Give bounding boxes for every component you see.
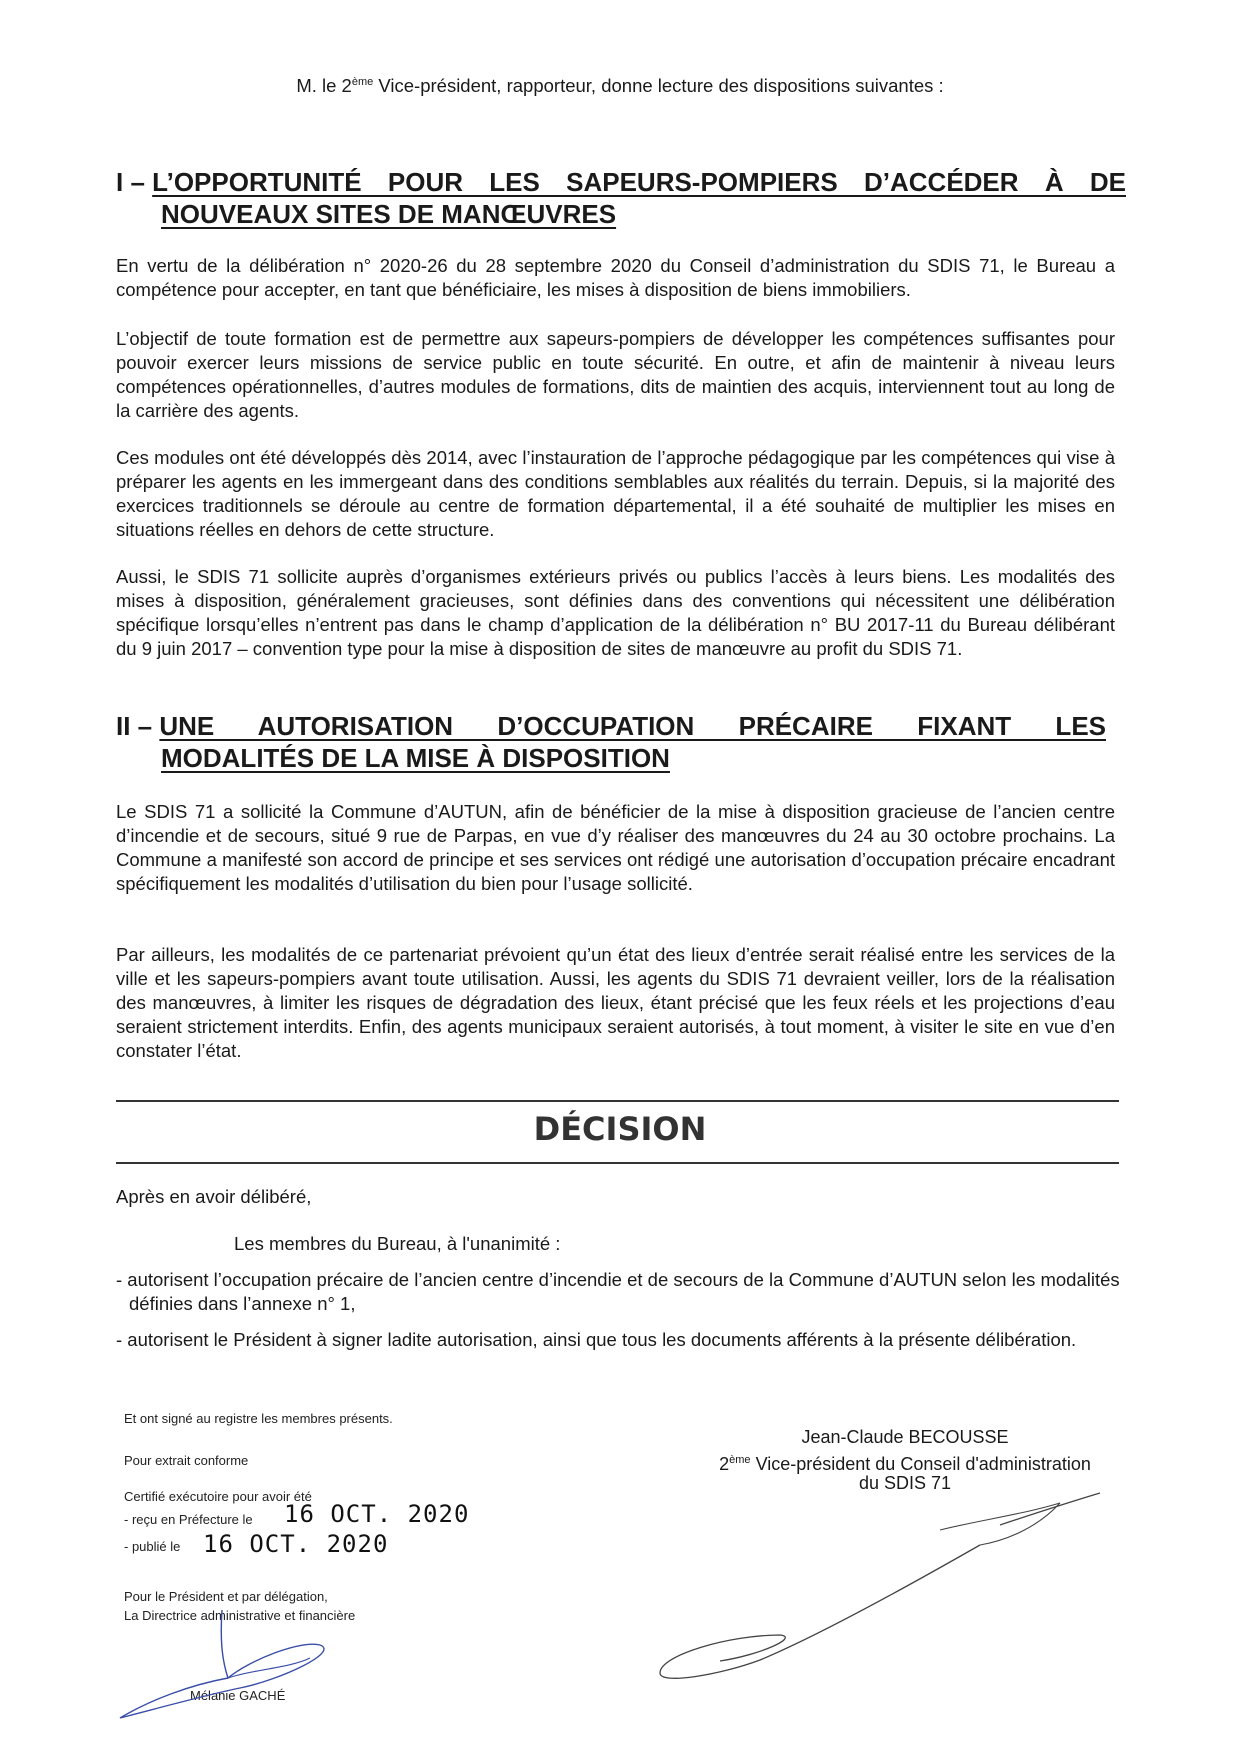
director-note: La Directrice administrative et financière <box>124 1608 356 1623</box>
paragraph-5: Le SDIS 71 a sollicité la Commune d’AUTUN, afin de bénéficier de la mise à disposition gracieuse de l’ancien centre d’incendie et de secours, situé 9 rue de Parpas, en vue d’y réaliser des manœuvres du 24 au 30 octobre prochains. La Commune a manifesté son accord de principe et ses services ont rédigé une autorisation d’occupation précaire encadrant spécifiquement les modalités d’utilisation du bien pour l’usage sollicité. <box>116 801 1115 894</box>
delegation-note: Pour le Président et par délégation, <box>124 1589 328 1604</box>
intro-text-pre: M. le 2 <box>296 75 352 96</box>
intro-text-post: Vice-président, rapporteur, donne lecture des dispositions suivantes : <box>373 75 944 96</box>
decision-top-rule <box>116 1100 1119 1102</box>
certified-note: Certifié exécutoire pour avoir été <box>124 1489 312 1504</box>
section-1-title-line2: NOUVEAUX SITES DE MANŒUVRES <box>161 199 617 229</box>
section-1-title-line1: L’OPPORTUNITÉ POUR LES SAPEURS-POMPIERS D’ACCÉDER À DE <box>152 167 1126 197</box>
decision-item-2: - autorisent le Président à signer ladite autorisation, ainsi que tous les documents afférents à la présente délibération. <box>116 1329 1077 1350</box>
extract-note: Pour extrait conforme <box>124 1453 249 1468</box>
role-pre: 2 <box>719 1454 730 1474</box>
role-sup: ème <box>729 1454 751 1466</box>
left-signature <box>110 1600 350 1730</box>
section-2-heading <box>116 710 1106 774</box>
decision-title: DÉCISION <box>533 1110 707 1148</box>
section-2-title-line1: UNE AUTORISATION D’OCCUPATION PRÉCAIRE FIXANT LES <box>159 711 1106 741</box>
published-date-stamp: 16 OCT. 2020 <box>203 1530 389 1558</box>
director-name: Mélanie GACHÉ <box>190 1688 286 1703</box>
intro-sup: ème <box>351 75 374 88</box>
decision-after: Après en avoir délibéré, <box>116 1186 312 1207</box>
signatory-name: Jean-Claude BECOUSSE <box>801 1427 1009 1447</box>
section-1-number: I – <box>116 167 145 197</box>
paragraph-1: En vertu de la délibération n° 2020-26 du 28 septembre 2020 du Conseil d’administration du SDIS 71, le Bureau a compétence pour accepter, en tant que bénéficiaire, les mises à disposition de biens immobiliers. <box>116 255 1115 300</box>
decision-members: Les membres du Bureau, à l'unanimité : <box>234 1233 561 1254</box>
received-date-stamp: 16 OCT. 2020 <box>284 1500 470 1528</box>
published-label: - publié le <box>124 1539 181 1554</box>
section-2-number: II – <box>116 711 153 741</box>
section-1-heading <box>116 166 1126 230</box>
signed-note: Et ont signé au registre les membres présents. <box>124 1411 393 1426</box>
right-signature <box>640 1485 1110 1695</box>
decision-bottom-rule <box>116 1162 1119 1164</box>
role-post: Vice-président du Conseil d'administration <box>750 1454 1091 1474</box>
signatory-org: du SDIS 71 <box>858 1473 952 1493</box>
decision-item-1: - autorisent l’occupation précaire de l’ancien centre d’incendie et de secours de la Commune d’AUTUN selon les modalités définies dans l’annexe n° 1, <box>116 1269 1120 1314</box>
intro-line <box>0 75 1240 97</box>
paragraph-3: Ces modules ont été développés dès 2014, avec l’instauration de l’approche pédagogique par les compétences qui vise à préparer les agents en les immergeant dans des conditions semblables aux réalités du terrain. Depuis, si la majorité des exercices traditionnels se déroule au centre de formation départemental, il a été souhaité de multiplier les mises en situations réelles en dehors de cette structure. <box>116 447 1115 540</box>
paragraph-6: Par ailleurs, les modalités de ce partenariat prévoient qu’un état des lieux d’entrée serait réalisé entre les services de la ville et les sapeurs-pompiers avant toute utilisation. Aussi, les agents du SDIS 71 devraient veiller, lors de la réalisation des manœuvres, à limiter les risques de dégradation des lieux, étant précisé que les feux réels et les projections d’eau seraient strictement interdits. Enfin, des agents municipaux seraient autorisés, à tout moment, à visiter le site en vue d’en constater l’état. <box>116 944 1115 1061</box>
received-label: - reçu en Préfecture le <box>124 1512 253 1527</box>
paragraph-4: Aussi, le SDIS 71 sollicite auprès d’organismes extérieurs privés ou publics l’accès à leurs biens. Les modalités des mises à disposition, généralement gracieuses, sont définies dans des conventions qui nécessitent une délibération spécifique lorsqu’elles n’entrent pas dans le champ d’application de la délibération n° BU 2017-11 du Bureau délibérant du 9 juin 2017 – convention type pour la mise à disposition de sites de manœuvre au profit du SDIS 71. <box>116 566 1115 659</box>
paragraph-2: L’objectif de toute formation est de permettre aux sapeurs-pompiers de développer les compétences suffisantes pour pouvoir exercer leurs missions de service public en toute sécurité. En outre, et afin de maintenir à niveau leurs compétences opérationnelles, d’autres modules de formations, dits de maintien des acquis, interviennent tout au long de la carrière des agents. <box>116 328 1115 421</box>
section-2-title-line2: MODALITÉS DE LA MISE À DISPOSITION <box>161 743 670 773</box>
